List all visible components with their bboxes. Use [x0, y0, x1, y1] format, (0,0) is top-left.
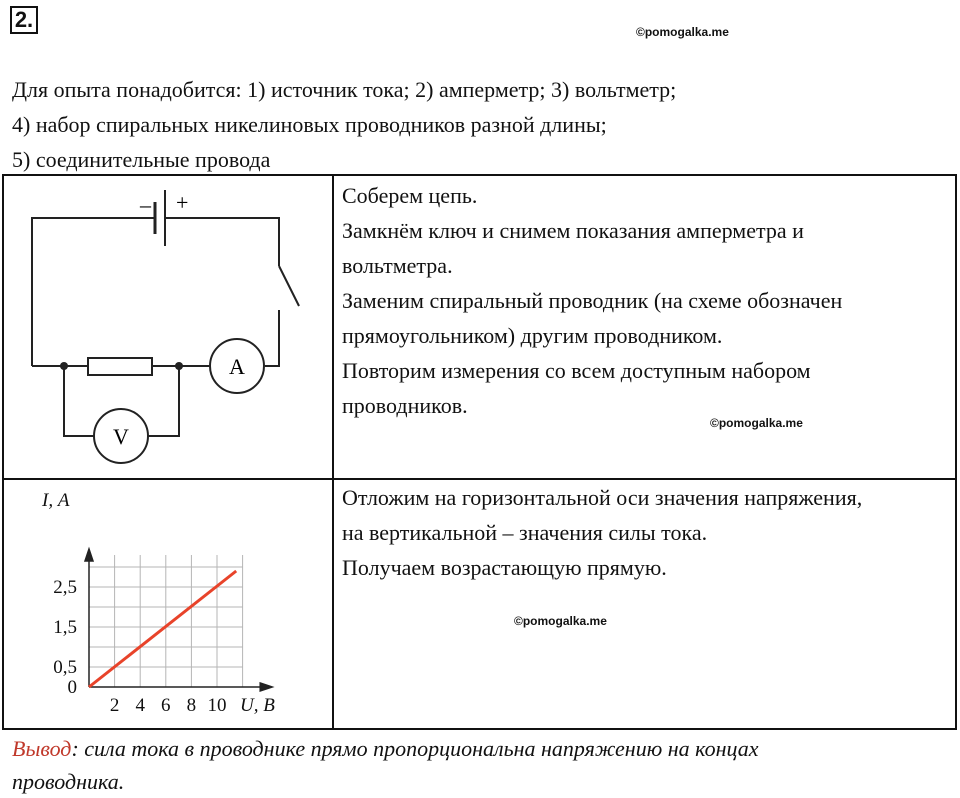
y-axis-label: I, А — [42, 490, 70, 511]
watermark: ©pomogalka.me — [710, 416, 803, 430]
x-axis-label: U, В — [240, 695, 275, 716]
battery-plus-label: + — [176, 190, 189, 215]
wire — [165, 218, 279, 266]
resistor — [88, 358, 152, 375]
intro-line: 5) соединительные провода — [12, 147, 271, 172]
battery-minus-label: – — [140, 192, 151, 217]
ammeter-label: A — [229, 354, 245, 379]
step1-line: Замкнём ключ и снимем показания амперметра и — [342, 218, 804, 243]
x-tick-label: 2 — [109, 695, 120, 716]
step2-text — [342, 480, 862, 585]
junction-node — [175, 362, 183, 370]
step1-line: Повторим измерения со всем доступным набором — [342, 358, 811, 383]
y-tick-label: 1,5 — [53, 617, 77, 638]
x-tick-label: 6 — [161, 695, 171, 716]
step1-line: вольтметра. — [342, 253, 453, 278]
table-divider-vertical — [332, 176, 334, 728]
step1-line: проводников. — [342, 393, 468, 418]
step2-line: Получаем возрастающую прямую. — [342, 555, 667, 580]
task-number: 2. — [10, 6, 38, 34]
x-tick-label: 4 — [135, 695, 145, 716]
x-tick-label: 10 — [207, 695, 227, 716]
x-axis-arrow — [260, 683, 272, 691]
step2-line: на вертикальной – значения силы тока. — [342, 520, 708, 545]
experiment-table — [2, 174, 957, 730]
intro-line: Для опыта понадобится: 1) источник тока; 2) амперметр; 3) вольтметр; — [12, 77, 677, 102]
y-tick-label: 0,5 — [53, 657, 77, 678]
conclusion-text: : сила тока в проводнике прямо пропорциональна напряжению на концах — [71, 736, 759, 761]
step1-line: Заменим спиральный проводник (на схеме обозначен — [342, 288, 843, 313]
wire — [265, 310, 279, 366]
y-tick-label: 2,5 — [53, 577, 77, 598]
origin-label: 0 — [67, 677, 77, 698]
y-axis-arrow — [85, 549, 93, 561]
step1-text — [342, 178, 842, 423]
step1-line: прямоугольником) другим проводником. — [342, 323, 723, 348]
voltmeter-label: V — [113, 424, 129, 449]
intro-text — [12, 72, 676, 177]
x-tick-label: 8 — [186, 695, 197, 716]
intro-line: 4) набор спиральных никелиновых проводников разной длины; — [12, 112, 607, 137]
wire — [32, 218, 155, 366]
conclusion — [12, 732, 952, 798]
watermark: ©pomogalka.me — [514, 614, 607, 628]
step1-line: Соберем цепь. — [342, 183, 478, 208]
iu-graph — [4, 480, 330, 728]
junction-node — [60, 362, 68, 370]
conclusion-label: Вывод — [12, 736, 72, 761]
watermark: ©pomogalka.me — [636, 25, 729, 39]
circuit-diagram — [4, 176, 330, 476]
switch-blade — [279, 266, 299, 306]
conclusion-text-cont: проводника. — [12, 769, 125, 794]
series-line — [89, 571, 236, 687]
step2-line: Отложим на горизонтальной оси значения напряжения, — [342, 485, 863, 510]
